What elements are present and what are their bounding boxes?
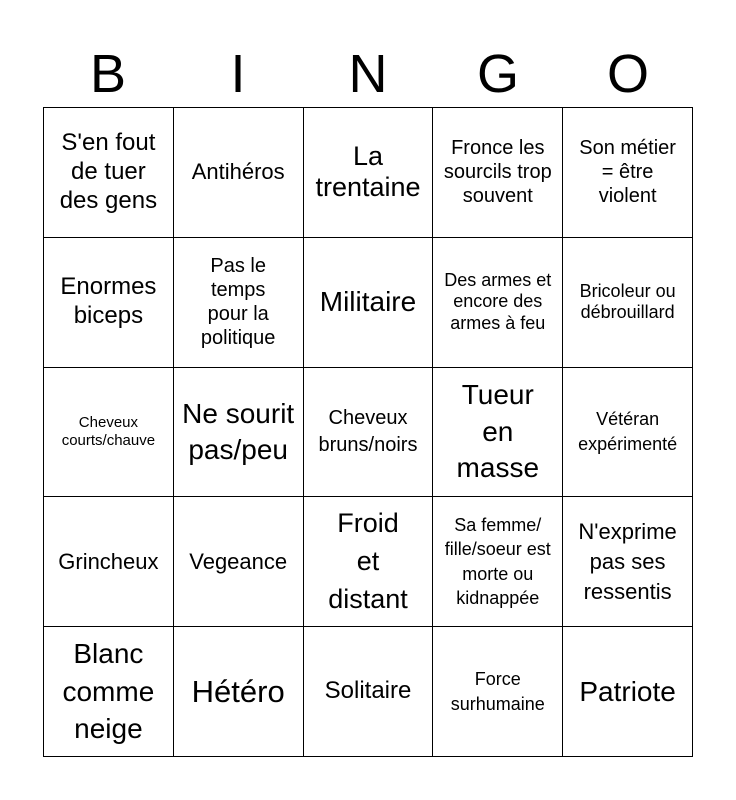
bingo-header (43, 40, 693, 108)
bingo-cell[interactable] (304, 238, 434, 368)
bingo-cell[interactable] (433, 497, 563, 627)
cell-text: Vétéran expérimenté (578, 408, 678, 454)
cell-text: Son métier = être violent (579, 137, 676, 208)
header-letter-i: I (230, 44, 246, 104)
bingo-cell[interactable] (304, 497, 434, 627)
bingo-cell[interactable] (563, 368, 693, 498)
bingo-cell[interactable] (304, 368, 434, 498)
header-letter-g: G (476, 44, 519, 104)
cell-text: Grincheux (58, 548, 159, 574)
bingo-cell[interactable] (44, 108, 174, 238)
header-letter-b: B (89, 44, 127, 104)
bingo-cell[interactable] (174, 238, 304, 368)
bingo-cell[interactable] (563, 627, 693, 757)
cell-text: Blanc comme neige (62, 637, 155, 745)
bingo-cell[interactable] (44, 238, 174, 368)
bingo-cell[interactable] (433, 627, 563, 757)
cell-text: Tueur en masse (456, 379, 540, 484)
cell-text: Ne sourit pas/peu (182, 397, 295, 465)
header-letter-o: O (606, 44, 649, 104)
cell-text: Froid et distant (328, 508, 408, 614)
cell-text: N'exprime pas ses ressentis (578, 519, 677, 604)
cell-text: Sa femme/ fille/soeur est morte ou kidnappée (444, 515, 551, 609)
cell-text: Fronce les sourcils trop souvent (443, 137, 552, 208)
cell-text: Militaire (319, 286, 417, 318)
cell-text: Enormes biceps (60, 273, 157, 330)
cell-text: Cheveux courts/chauve (61, 413, 156, 449)
bingo-cell[interactable] (174, 497, 304, 627)
bingo-cell[interactable] (44, 368, 174, 498)
bingo-cell[interactable] (44, 497, 174, 627)
header-letter-n: N (348, 44, 388, 104)
bingo-cell[interactable] (563, 108, 693, 238)
bingo-cell[interactable] (174, 368, 304, 498)
cell-text: Cheveux bruns/noirs (318, 406, 418, 456)
cell-text: Pas le temps pour la politique (200, 255, 276, 350)
bingo-cell[interactable] (433, 108, 563, 238)
cell-text: Force surhumaine (450, 669, 545, 714)
cell-text: Antihéros (191, 159, 285, 185)
bingo-cell[interactable] (44, 627, 174, 757)
cell-text: Hétéro (191, 674, 285, 709)
bingo-cell[interactable] (433, 238, 563, 368)
cell-text: S'en fout de tuer des gens (59, 129, 158, 214)
bingo-cell[interactable] (563, 497, 693, 627)
bingo-cell[interactable] (563, 238, 693, 368)
cell-text: La trentaine (315, 141, 421, 203)
cell-text: Bricoleur ou débrouillard (579, 280, 676, 323)
cell-text: Vegeance (189, 548, 288, 574)
bingo-board (43, 107, 693, 757)
cell-text: Des armes et encore des armes à feu (444, 269, 552, 333)
cell-text: Patriote (579, 675, 676, 707)
bingo-cell[interactable] (174, 627, 304, 757)
bingo-cell[interactable] (433, 368, 563, 498)
bingo-cell[interactable] (304, 627, 434, 757)
bingo-cell[interactable] (174, 108, 304, 238)
bingo-cell[interactable] (304, 108, 434, 238)
cell-text: Solitaire (324, 677, 412, 705)
